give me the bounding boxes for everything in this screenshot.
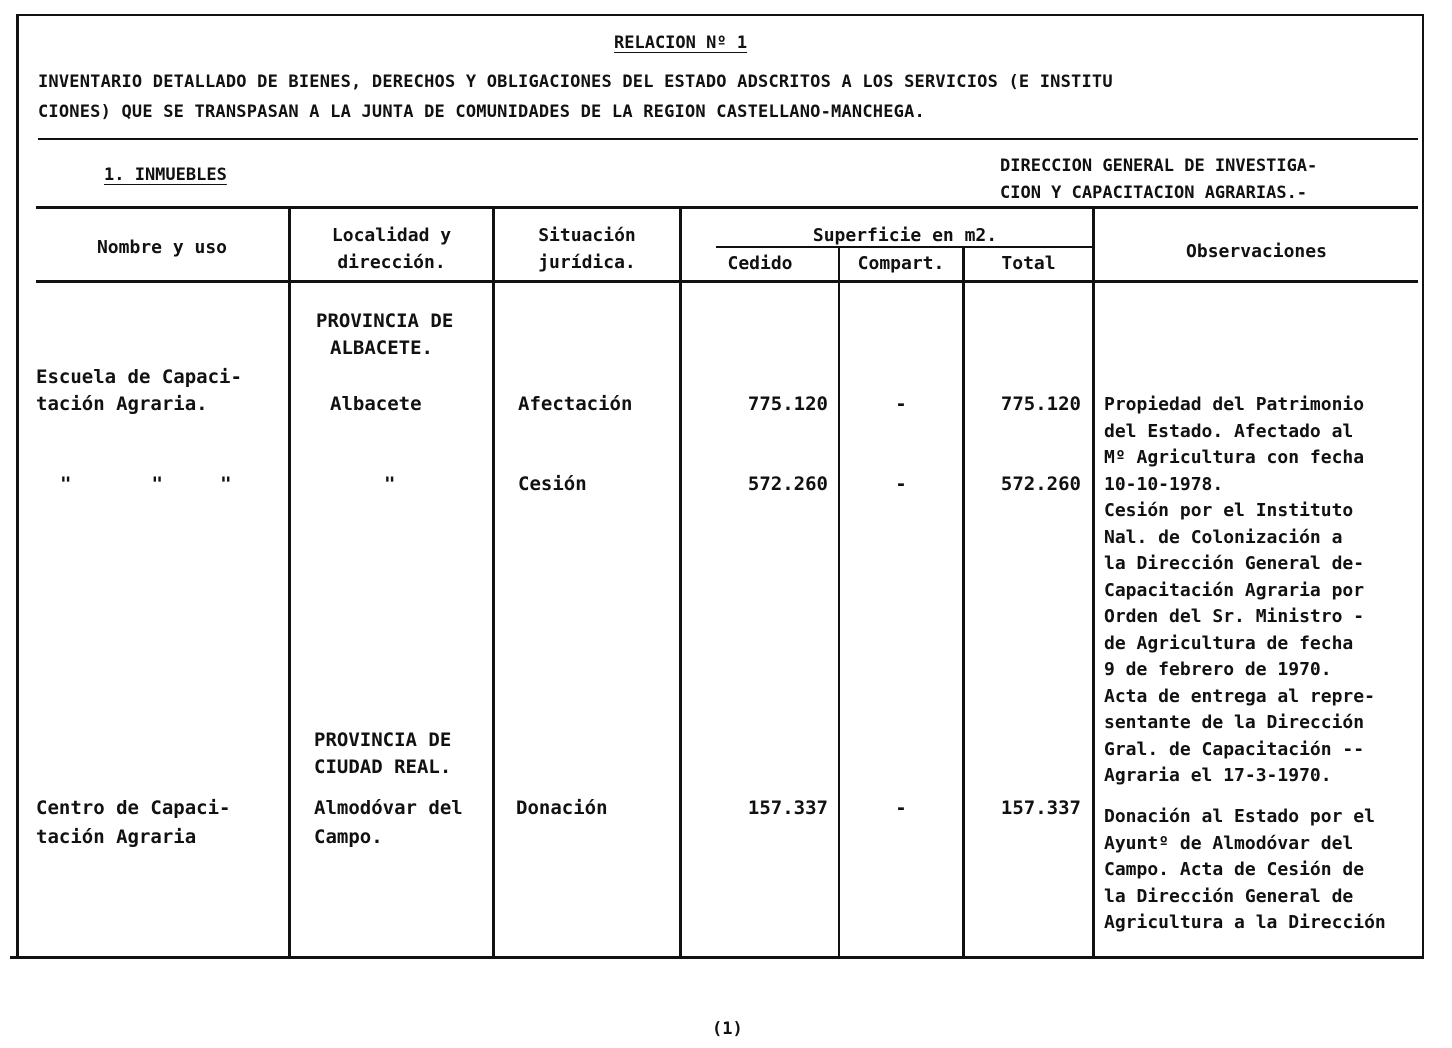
header-superficie: Superficie en m2. bbox=[812, 225, 998, 246]
obs-line-10: de Agricultura de fecha bbox=[1104, 633, 1354, 654]
header-cedido: Cedido bbox=[727, 253, 793, 274]
header-localidad-1: Localidad y bbox=[331, 225, 452, 246]
header-localidad-2: dirección. bbox=[337, 252, 446, 273]
col-divider-1 bbox=[288, 206, 291, 956]
row3-total: 157.337 bbox=[1000, 797, 1081, 819]
row2-cedido: 572.260 bbox=[747, 473, 828, 495]
obs-line-9: Orden del Sr. Ministro - bbox=[1104, 606, 1365, 627]
relacion-heading: RELACION Nº 1 bbox=[614, 33, 748, 53]
direccion-line-2: CION Y CAPACITACION AGRARIAS.- bbox=[1000, 183, 1308, 203]
row2-ditto-localidad: " bbox=[384, 473, 396, 495]
row3-situacion: Donación bbox=[516, 797, 608, 819]
header-observaciones: Observaciones bbox=[1186, 241, 1327, 262]
row3-localidad-2: Campo. bbox=[314, 826, 383, 848]
obs-line-2: del Estado. Afectado al bbox=[1104, 421, 1354, 442]
row1-nombre-1: Escuela de Capaci- bbox=[36, 366, 242, 388]
obs-line-5: Cesión por el Instituto bbox=[1104, 500, 1354, 521]
title-line-1: INVENTARIO DETALLADO DE BIENES, DERECHOS Y OBLIGACIONES DEL ESTADO ADSCRITOS A LOS SERVICIOS (E INSTITU bbox=[38, 72, 1113, 92]
col-divider-4 bbox=[838, 248, 840, 956]
row1-total: 775.120 bbox=[1000, 393, 1081, 415]
title-line-2: CIONES) QUE SE TRANSPASAN A LA JUNTA DE COMUNIDADES DE LA REGION CASTELLANO-MANCHEGA. bbox=[38, 102, 925, 122]
obs-line-4: 10-10-1978. bbox=[1104, 474, 1224, 495]
header-situacion-2: jurídica. bbox=[538, 252, 636, 273]
obs-line-7: la Dirección General de- bbox=[1104, 553, 1365, 574]
obs-line-20: Agricultura a la Dirección bbox=[1104, 912, 1386, 933]
obs-line-6: Nal. de Colonización a bbox=[1104, 527, 1343, 548]
table-top-rule bbox=[36, 206, 1418, 209]
row1-cedido: 775.120 bbox=[747, 393, 828, 415]
obs-line-8: Capacitación Agraria por bbox=[1104, 580, 1365, 601]
obs-line-14: Gral. de Capacitación -- bbox=[1104, 739, 1365, 760]
row3-nombre-1: Centro de Capaci- bbox=[36, 797, 231, 819]
province-ciudad-real-1: PROVINCIA DE bbox=[314, 729, 452, 751]
obs-line-19: la Dirección General de bbox=[1104, 886, 1354, 907]
province-ciudad-real-2: CIUDAD REAL. bbox=[314, 756, 452, 778]
obs-line-13: sentante de la Dirección bbox=[1104, 712, 1365, 733]
obs-line-16: Donación al Estado por el bbox=[1104, 806, 1375, 827]
rule-under-title bbox=[38, 138, 1418, 140]
row2-compart: - bbox=[895, 473, 907, 495]
obs-line-17: Ayuntº de Almodóvar del bbox=[1104, 833, 1354, 854]
province-albacete-1: PROVINCIA DE bbox=[316, 310, 454, 332]
row3-nombre-2: tación Agraria bbox=[36, 826, 197, 848]
header-bottom-rule bbox=[36, 280, 1418, 283]
row1-localidad: Albacete bbox=[330, 393, 422, 415]
obs-line-3: Mº Agricultura con fecha bbox=[1104, 447, 1365, 468]
col-divider-6 bbox=[1092, 206, 1095, 956]
header-compart: Compart. bbox=[857, 253, 945, 274]
header-total: Total bbox=[1001, 253, 1056, 274]
row1-compart: - bbox=[895, 393, 907, 415]
row3-compart: - bbox=[895, 797, 907, 819]
direccion-line-1: DIRECCION GENERAL DE INVESTIGA- bbox=[1000, 156, 1318, 176]
col-divider-2 bbox=[492, 206, 495, 956]
row2-situacion: Cesión bbox=[518, 473, 587, 495]
page-number: (1) bbox=[712, 1019, 743, 1039]
obs-line-11: 9 de febrero de 1970. bbox=[1104, 659, 1332, 680]
row3-localidad-1: Almodóvar del bbox=[314, 797, 463, 819]
row2-total: 572.260 bbox=[1000, 473, 1081, 495]
obs-line-15: Agraria el 17-3-1970. bbox=[1104, 765, 1332, 786]
header-situacion-1: Situación bbox=[538, 225, 636, 246]
row1-situacion: Afectación bbox=[518, 393, 633, 415]
obs-line-12: Acta de entrega al repre- bbox=[1104, 686, 1375, 707]
row3-cedido: 157.337 bbox=[747, 797, 828, 819]
obs-line-1: Propiedad del Patrimonio bbox=[1104, 394, 1365, 415]
col-divider-5 bbox=[962, 248, 965, 956]
obs-line-18: Campo. Acta de Cesión de bbox=[1104, 859, 1365, 880]
section-heading: 1. INMUEBLES bbox=[104, 165, 227, 185]
header-nombre: Nombre y uso bbox=[96, 237, 228, 258]
row1-nombre-2: tación Agraria. bbox=[36, 393, 208, 415]
col-divider-3 bbox=[679, 206, 682, 956]
row2-ditto-nombre: " " " bbox=[60, 473, 232, 495]
province-albacete-2: ALBACETE. bbox=[330, 337, 433, 359]
table-bottom-rule bbox=[10, 956, 1424, 959]
